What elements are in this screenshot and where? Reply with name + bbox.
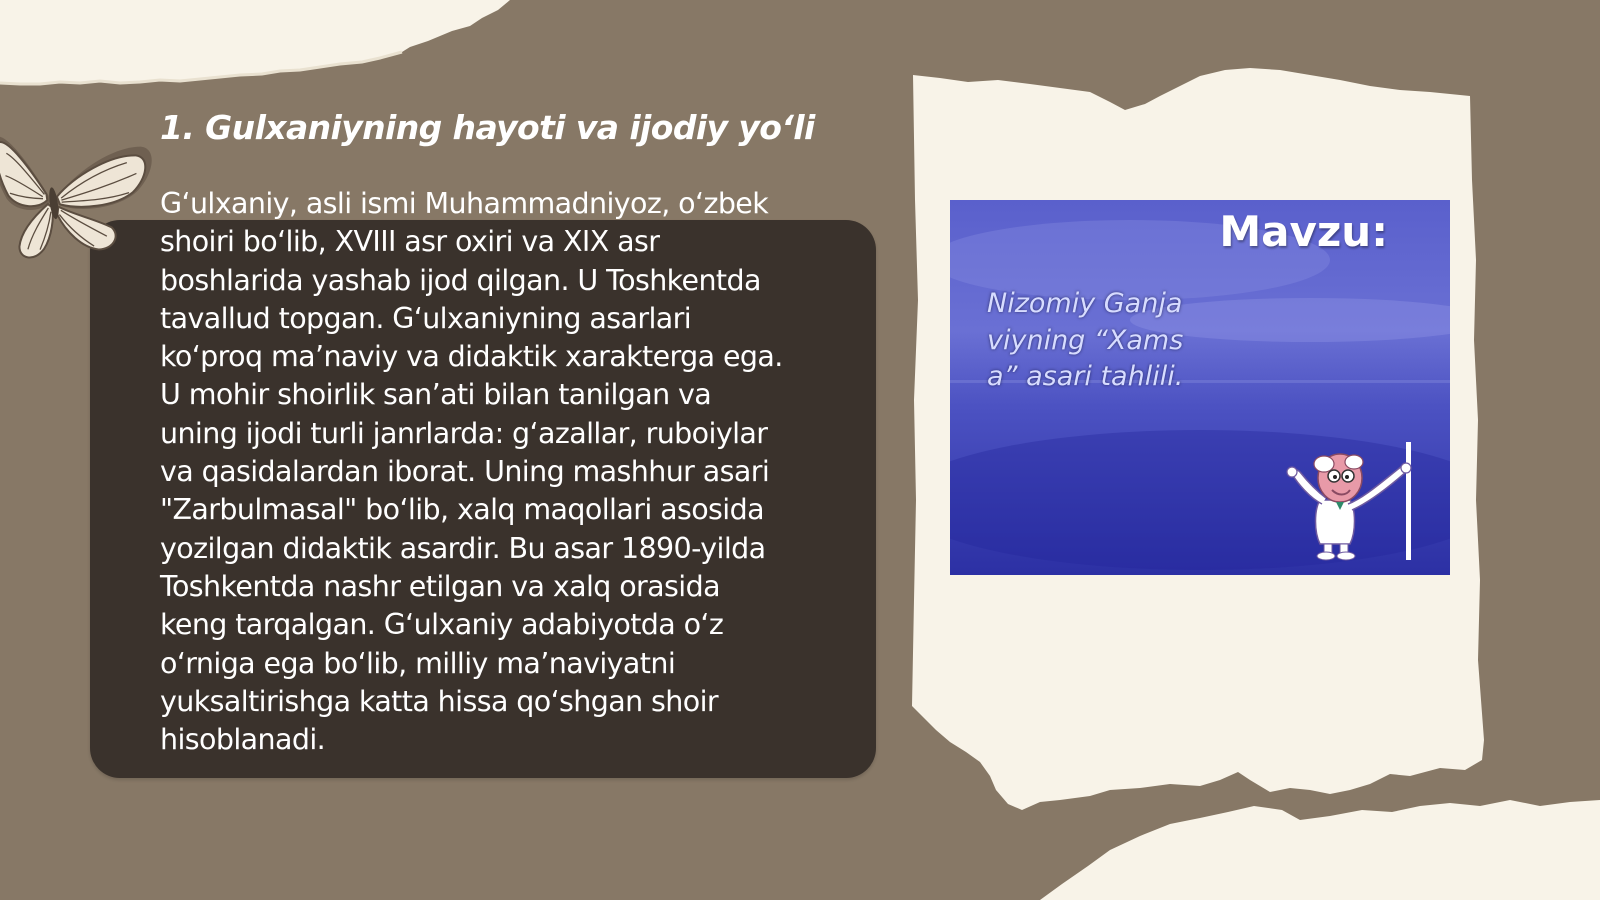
body-text-line: Toshkentda nashr etilgan va xalq orasida [160,569,720,603]
body-text-line: yuksaltirishga katta hissa qo‘shgan shoir [160,684,719,718]
body-text-line: uning ijodi turli janrlarda: g‘azallar, ruboiylar [160,416,768,450]
body-text-line: "Zarbulmasal" bo‘lib, xalq maqollari asosida [160,493,764,527]
body-text-line: keng tarqalgan. G‘ulxaniy adabiyotda o‘z [160,608,724,642]
picture-subtitle: Nizomiy Ganjaviyning “Xamsa” asari tahlili. [987,288,1184,392]
body-text-line: shoiri bo‘lib, XVIII asr oxiri va XIX asr [160,225,660,259]
body-text-line: boshlarida yashab ijod qilgan. U Toshkentda [160,263,761,297]
body-text-line: hisoblanadi. [160,723,326,757]
slide-heading: 1. Gulxaniyning hayoti va ijodiy yo‘li [160,108,815,147]
body-text-line: U mohir shoirlik san’ati bilan tanilgan va [160,378,712,412]
professor-illustration [1280,440,1420,565]
body-text-line: va qasidalardan iborat. Uning mashhur asari [160,455,770,489]
picture-title: Mavzu: [1219,207,1388,256]
body-text-line: yozilgan didaktik asardir. Bu asar 1890-yilda [160,531,766,565]
body-text-line: o‘rniga ega bo‘lib, milliy ma’naviyatni [160,646,676,680]
slide-body-text [160,185,840,759]
body-text-line: tavallud topgan. G‘ulxaniyning asarlari [160,301,692,335]
butterfly-icon [0,104,166,274]
body-text-line: G‘ulxaniy, asli ismi Muhammadniyoz, o‘zbek [160,187,769,220]
body-text-line: ko‘proq ma’naviy va didaktik xarakterga ega. [160,340,783,374]
